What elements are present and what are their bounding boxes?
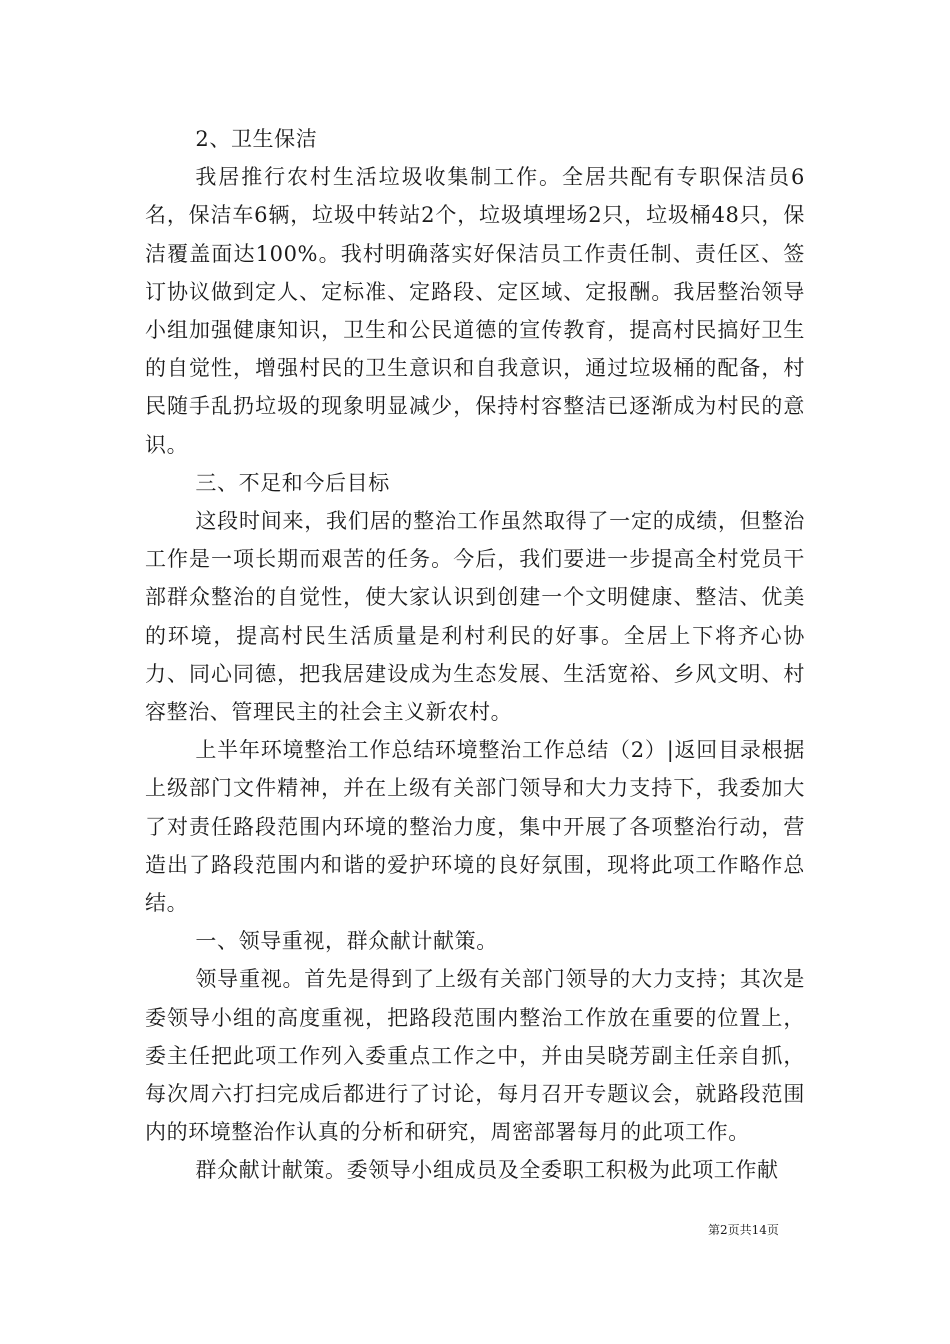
paragraph-hygiene-heading: 2、卫生保洁 — [195, 127, 318, 151]
paragraph-suggestions-body: 群众献计献策。委领导小组成员及全委职工积极为此项工作献 — [195, 1158, 779, 1183]
paragraph-hygiene-body: 我居推行农村生活垃圾收集制工作。全居共配有专职保洁员6名，保洁车6辆，垃圾中转站2个，垃圾填埋场2只，垃圾桶48只，保洁覆盖面达100%。我村明确落实好保洁员工作责任制、责任区、签订协议做到定人、定标准、定路段、定区域、定报酬。我居整治领导小组加强健康知识，卫生和公民道德的宣传教育，提高村民搞好卫生的自觉性，增强村民的卫生意识和自我意识，通过垃圾桶的配备，村民随手乱扔垃圾的现象明显减少，保持村容整洁已逐渐成为村民的意识。 — [145, 165, 805, 457]
paragraph-shortcomings-heading: 三、不足和今后目标 — [195, 470, 390, 495]
paragraph-leadership-body: 领导重视。首先是得到了上级有关部门领导的大力支持；其次是委领导小组的高度重视，把路段范围内整治工作放在重要的位置上，委主任把此项工作列入委重点工作之中，并由吴晓芳副主任亲自抓，每次周六打扫完成后都进行了讨论，每月召开专题议会，就路段范围内的环境整治作认真的分析和研究，周密部署每月的此项工作。 — [145, 967, 805, 1145]
document-body — [145, 120, 805, 1190]
paragraph-shortcomings-body: 这段时间来，我们居的整治工作虽然取得了一定的成绩，但整治工作是一项长期而艰苦的任务。今后，我们要进一步提高全村党员干部群众整治的自觉性，使大家认识到创建一个文明健康、整洁、优美的环境，提高村民生活质量是利村利民的好事。全居上下将齐心协力、同心同德，把我居建设成为生态发展、生活宽裕、乡风文明、村容整治、管理民主的社会主义新农村。 — [145, 509, 805, 725]
page-number: 第2页共14页 — [708, 1223, 779, 1237]
paragraph-leadership-heading: 一、领导重视，群众献计献策。 — [195, 929, 498, 954]
paragraph-summary-intro: 上半年环境整治工作总结环境整治工作总结（2）|返回目录根据上级部门文件精神，并在上级有关部门领导和大力支持下，我委加大了对责任路段范围内环境的整治力度，集中开展了各项整治行动，营造出了路段范围内和谐的爱护环境的良好氛围，现将此项工作略作总结。 — [145, 738, 805, 916]
